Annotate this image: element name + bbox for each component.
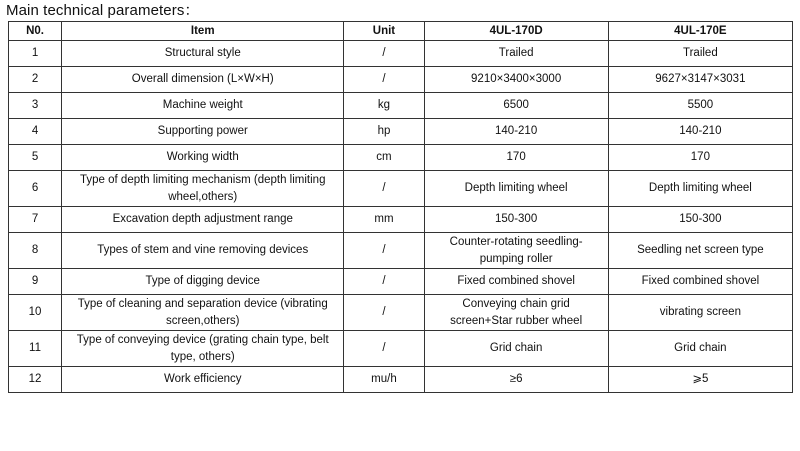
cell-unit: mu/h xyxy=(344,367,424,393)
cell-unit: / xyxy=(344,295,424,331)
cell-unit: / xyxy=(344,233,424,269)
cell-model-d: Counter-rotating seedling-pumping roller xyxy=(424,233,608,269)
cell-item: Types of stem and vine removing devices xyxy=(62,233,344,269)
cell-model-e: Grid chain xyxy=(608,331,792,367)
cell-model-e: 170 xyxy=(608,145,792,171)
cell-model-d: Trailed xyxy=(424,41,608,67)
cell-item: Type of cleaning and separation device (vibrating screen,others) xyxy=(62,295,344,331)
table-row xyxy=(9,41,793,67)
cell-model-d: 170 xyxy=(424,145,608,171)
cell-unit: / xyxy=(344,269,424,295)
cell-model-e: 5500 xyxy=(608,93,792,119)
header-row xyxy=(9,22,793,41)
cell-model-e: ⩾5 xyxy=(608,367,792,393)
cell-item: Work efficiency xyxy=(62,367,344,393)
table-row xyxy=(9,67,793,93)
cell-unit: hp xyxy=(344,119,424,145)
header-model-e: 4UL-170E xyxy=(608,22,792,41)
header-no: N0. xyxy=(9,22,62,41)
cell-no: 10 xyxy=(9,295,62,331)
header-item: Item xyxy=(62,22,344,41)
cell-model-d: 140-210 xyxy=(424,119,608,145)
cell-unit: cm xyxy=(344,145,424,171)
cell-no: 5 xyxy=(9,145,62,171)
cell-model-e: Depth limiting wheel xyxy=(608,171,792,207)
cell-unit: / xyxy=(344,41,424,67)
table-row xyxy=(9,119,793,145)
cell-model-e: 150-300 xyxy=(608,207,792,233)
cell-no: 7 xyxy=(9,207,62,233)
cell-item: Type of digging device xyxy=(62,269,344,295)
cell-item: Type of conveying device (grating chain type, belt type, others) xyxy=(62,331,344,367)
cell-model-d: Conveying chain grid screen+Star rubber wheel xyxy=(424,295,608,331)
table-row xyxy=(9,331,793,367)
technical-parameters-table xyxy=(8,21,793,393)
cell-no: 8 xyxy=(9,233,62,269)
cell-model-e: 140-210 xyxy=(608,119,792,145)
cell-item: Excavation depth adjustment range xyxy=(62,207,344,233)
cell-model-e: Seedling net screen type xyxy=(608,233,792,269)
cell-no: 6 xyxy=(9,171,62,207)
table-row xyxy=(9,295,793,331)
cell-item: Machine weight xyxy=(62,93,344,119)
cell-unit: kg xyxy=(344,93,424,119)
cell-model-d: 150-300 xyxy=(424,207,608,233)
cell-unit: / xyxy=(344,331,424,367)
cell-unit: mm xyxy=(344,207,424,233)
table-row xyxy=(9,367,793,393)
table-row xyxy=(9,171,793,207)
header-model-d: 4UL-170D xyxy=(424,22,608,41)
table-row xyxy=(9,207,793,233)
cell-model-e: Fixed combined shovel xyxy=(608,269,792,295)
cell-model-d: Grid chain xyxy=(424,331,608,367)
cell-unit: / xyxy=(344,171,424,207)
cell-no: 9 xyxy=(9,269,62,295)
cell-model-d: 6500 xyxy=(424,93,608,119)
cell-no: 11 xyxy=(9,331,62,367)
cell-model-d: 9210×3400×3000 xyxy=(424,67,608,93)
cell-model-d: ≥6 xyxy=(424,367,608,393)
cell-item: Structural style xyxy=(62,41,344,67)
cell-model-e: Trailed xyxy=(608,41,792,67)
cell-no: 4 xyxy=(9,119,62,145)
cell-item: Working width xyxy=(62,145,344,171)
page-title: Main technical parameters： xyxy=(6,2,200,19)
cell-item: Supporting power xyxy=(62,119,344,145)
table-row xyxy=(9,233,793,269)
table-row xyxy=(9,93,793,119)
cell-model-e: 9627×3147×3031 xyxy=(608,67,792,93)
cell-model-d: Depth limiting wheel xyxy=(424,171,608,207)
cell-no: 12 xyxy=(9,367,62,393)
cell-model-e: vibrating screen xyxy=(608,295,792,331)
cell-no: 1 xyxy=(9,41,62,67)
cell-no: 2 xyxy=(9,67,62,93)
cell-model-d: Fixed combined shovel xyxy=(424,269,608,295)
cell-item: Type of depth limiting mechanism (depth limiting wheel,others) xyxy=(62,171,344,207)
table-row xyxy=(9,269,793,295)
cell-item: Overall dimension (L×W×H) xyxy=(62,67,344,93)
cell-no: 3 xyxy=(9,93,62,119)
header-unit: Unit xyxy=(344,22,424,41)
cell-unit: / xyxy=(344,67,424,93)
table-row xyxy=(9,145,793,171)
